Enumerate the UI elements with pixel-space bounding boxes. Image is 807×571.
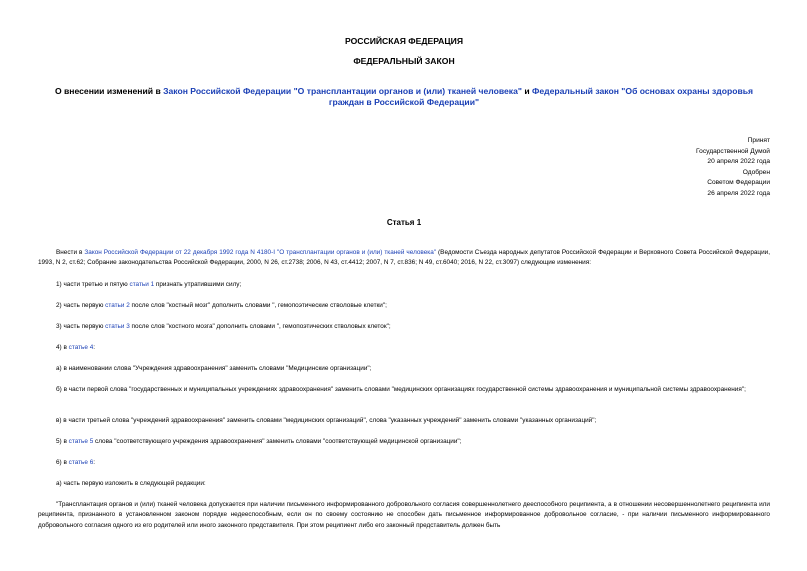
item-3: 3) часть первую статьи 3 после слов "костного мозга" дополнить словами ", гемопоэтических стволовых клеток";	[56, 323, 391, 330]
item-5: 5) в статье 5 слова "соответствующего учреждения здравоохранения" заменить словами "соответствующей медицинской организации";	[56, 438, 462, 445]
article-4-link[interactable]: статье 4	[68, 344, 94, 351]
item-6a: а) часть первую изложить в следующей редакции:	[56, 480, 206, 487]
law-title	[38, 86, 770, 108]
item-2: 2) часть первую статьи 2 после слов "костный мозг" дополнить словами ", гемопоэтические стволовые клетки";	[56, 302, 387, 309]
item-6: 6) в статье 6:	[56, 459, 96, 466]
item-4b: б) в части первой слова "государственных и муниципальных учреждениях здравоохранения" заменить словами "медицинских организациях государственной системы здравоохранения и муниципальной системы здравоохранения";	[56, 386, 746, 393]
approved-date: 26 апреля 2022 года	[707, 189, 770, 197]
doc-type-heading: ФЕДЕРАЛЬНЫЙ ЗАКОН	[353, 56, 455, 66]
article-2-link[interactable]: статьи 2	[105, 302, 130, 309]
article-3-link[interactable]: статьи 3	[105, 323, 130, 330]
title-middle: и	[521, 86, 533, 96]
approved-label: Одобрен	[742, 168, 770, 176]
country-heading: РОССИЙСКАЯ ФЕДЕРАЦИЯ	[344, 36, 464, 46]
intro-law-link[interactable]: Закон Российской Федерации от 22 декабря 1992 года N 4180-I "О трансплантации органов и (или) тканей человека"	[84, 249, 437, 256]
adoption-info	[570, 136, 770, 200]
item-4c: в) в части третьей слова "учреждений здравоохранения" заменить словами "медицинских организаций", слова "указанных учреждений" заменить словами "указанных организаций";	[56, 417, 597, 424]
accepted-label: Принят	[747, 137, 770, 144]
article-6-link[interactable]: статье 6	[68, 459, 94, 466]
item-1: 1) части третью и пятую статьи 1 признать утратившими силу;	[56, 281, 242, 288]
title-link-transplant-law[interactable]: Закон Российской Федерации "О трансплантации органов и (или) тканей человека"	[163, 86, 522, 96]
accepted-date: 20 апреля 2022 года	[707, 158, 770, 166]
item-4a: а) в наименовании слова "Учреждения здравоохранения" заменить словами "Медицинские организации";	[56, 365, 372, 372]
title-prefix: О внесении изменений в	[54, 86, 164, 96]
title-link-health-law[interactable]: Федеральный закон "Об основах охраны здоровья граждан в Российской Федерации"	[328, 86, 754, 107]
accepted-by: Государственной Думой	[696, 147, 770, 155]
article-1-link[interactable]: статьи 1	[129, 281, 155, 288]
intro-paragraph: Внести в Закон Российской Федерации от 22 декабря 1992 года N 4180-I "О трансплантации органов и (или) тканей человека" (Ведомости Съезда народных депутатов Российской Федерации и Верховного Совета Российской Федерации, 1993, N 2, ст.62; Собрание законодательства Российской Федерации, 2000, N 26, ст.2738; 2006, N 43, ст.4412; 2007, N 7, ст.836; N 49, ст.6040; 2016, N 22, ст.3097) следующие изменения:	[38, 249, 771, 267]
approved-by: Советом Федерации	[707, 179, 770, 187]
quoted-text: "Трансплантация органов и (или) тканей человека допускается при наличии письменного информированного добровольного согласия совершеннолетнего дееспособного реципиента, а в отношении несовершеннолетнего реципиента или реципиента, признанного в установленном законом порядке недееспособным, если он по своему состоянию не способен дать письменное информированное добровольное согласие, - при наличии письменного информированного добровольного согласия одного из его родителей или иного законного представителя. При этом реципиент либо его законный представитель должен быть	[38, 501, 770, 529]
article-5-link[interactable]: статье 5	[68, 438, 94, 445]
article-heading: Статья 1	[386, 218, 422, 227]
item-4: 4) в статье 4:	[56, 344, 96, 351]
